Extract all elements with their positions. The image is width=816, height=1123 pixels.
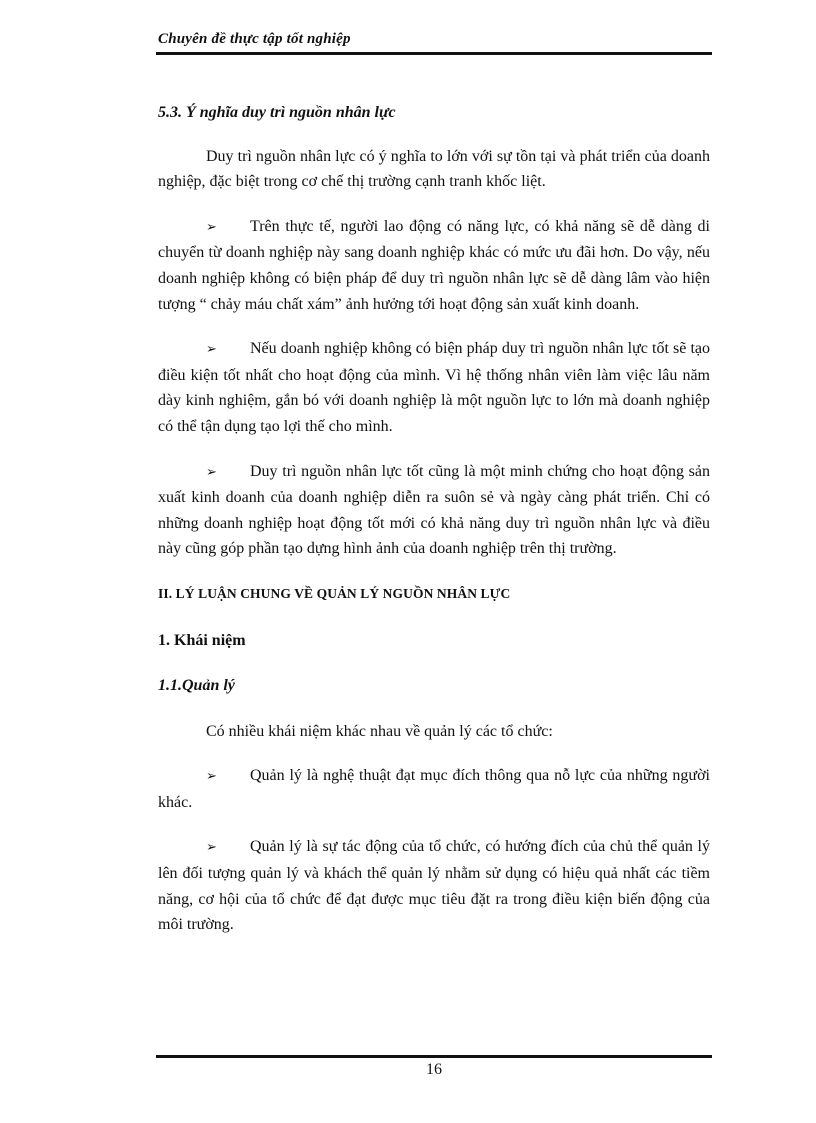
bullet-text: Quản lý là nghệ thuật đạt mục đích thông qua nỗ lực của những người khác. <box>158 767 710 811</box>
document-body <box>158 100 710 957</box>
bullet-paragraph <box>158 834 710 937</box>
section-heading-1-1: 1.1.Quản lý <box>158 677 235 695</box>
bullet-paragraph <box>158 214 710 317</box>
bullet-text: Nếu doanh nghiệp không có biện pháp duy trì nguồn nhân lực tốt sẽ tạo điều kiện tốt nhất cho hoạt động của mình. Vì hệ thống nhân viên làm việc lâu năm dày kinh nghiệm, gắn bó với doanh nghiệp là một nguồn lực to lớn mà doanh nghiệp có thể tận dụng tạo lợi thế cho mình. <box>158 340 710 435</box>
header-rule <box>156 52 712 55</box>
section-heading-5-3: 5.3. Ý nghĩa duy trì nguồn nhân lực <box>158 104 396 121</box>
section-heading-1: 1. Khái niệm <box>158 631 246 649</box>
paragraph-intro: Duy trì nguồn nhân lực có ý nghĩa to lớn với sự tồn tại và phát triển của doanh nghiệp, đặc biệt trong cơ chế thị trường cạnh tranh khốc liệt. <box>158 147 710 191</box>
arrow-bullet-icon: ➢ <box>206 464 217 480</box>
header-title: Chuyên đề thực tập tốt nghiệp <box>158 31 351 47</box>
bullet-text: Trên thực tế, người lao động có năng lực, có khả năng sẽ dễ dàng di chuyển từ doanh nghiệp này sang doanh nghiệp khác có mức ưu đãi hơn. Do vậy, nếu doanh nghiệp không có biện pháp để duy trì nguồn nhân lực sẽ dễ dàng lâm vào hiện tượng “ chảy máu chất xám” ảnh hưởng tới hoạt động sản xuất kinh doanh. <box>158 217 710 313</box>
bullet-text: Quản lý là sự tác động của tổ chức, có hướng đích của chủ thể quản lý lên đối tượng quản lý và khách thể quản lý nhằm sử dụng có hiệu quả nhất các tiềm năng, cơ hội của tổ chức để đạt được mục tiêu đặt ra trong điều kiện biến động của môi trường. <box>158 838 710 934</box>
arrow-bullet-icon: ➢ <box>206 219 217 235</box>
page-number: 16 <box>426 1061 442 1078</box>
bullet-paragraph <box>158 459 710 562</box>
paragraph-intro: Có nhiều khái niệm khác nhau về quản lý các tổ chức: <box>206 722 553 740</box>
arrow-bullet-icon: ➢ <box>206 342 217 358</box>
page-header <box>156 30 712 48</box>
footer-rule <box>156 1055 712 1058</box>
bullet-text: Duy trì nguồn nhân lực tốt cũng là một minh chứng cho hoạt động sản xuất kinh doanh của doanh nghiệp diễn ra suôn sẻ và ngày càng phát triển. Chỉ có những doanh nghiệp hoạt động tốt mới có khả năng duy trì nguồn nhân lực và điều này cũng góp phần tạo dựng hình ảnh của doanh nghiệp trên thị trường. <box>158 462 710 558</box>
chapter-heading-ii: II. LÝ LUẬN CHUNG VỀ QUẢN LÝ NGUỒN NHÂN LỰC <box>158 585 511 601</box>
bullet-paragraph <box>158 336 710 439</box>
bullet-paragraph <box>158 763 710 815</box>
arrow-bullet-icon: ➢ <box>206 840 217 856</box>
arrow-bullet-icon: ➢ <box>206 769 217 785</box>
